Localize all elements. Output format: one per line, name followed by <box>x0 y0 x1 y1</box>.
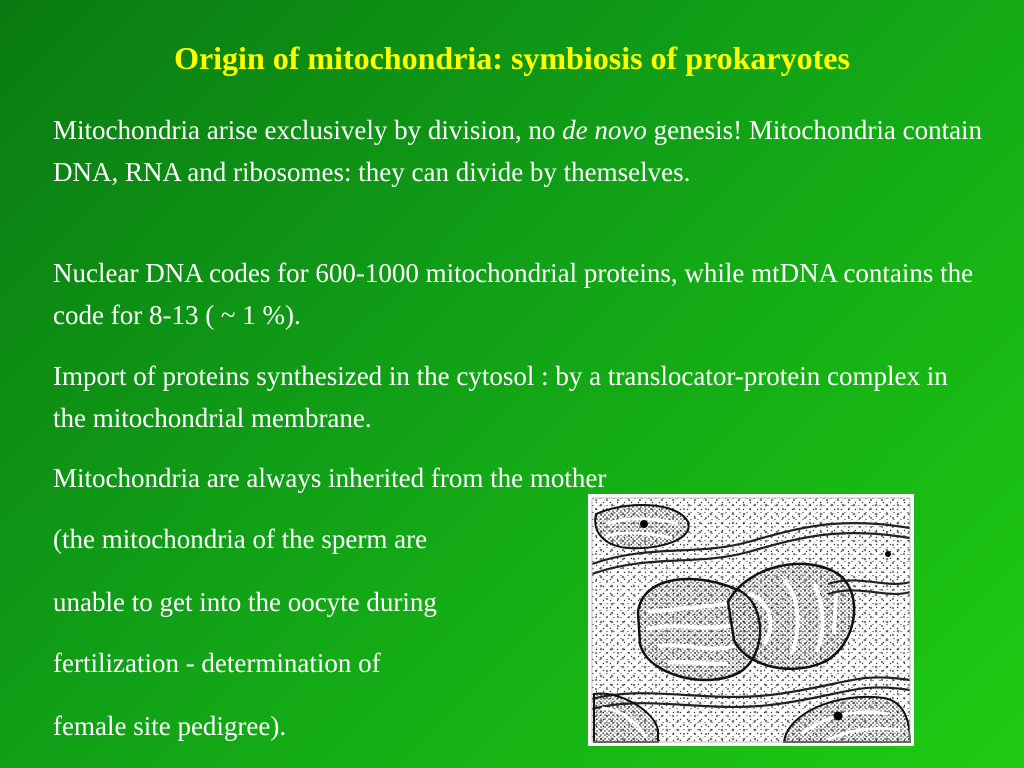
inheritance-line-3: fertilization - determination of <box>53 648 381 678</box>
mitochondria-illustration <box>588 494 914 746</box>
slide-title: Origin of mitochondria: symbiosis of prokaryotes <box>174 40 850 76</box>
paragraph-nuclear-dna: Nuclear DNA codes for 600-1000 mitochondrial proteins, while mtDNA contains the code for 8-13 ( ~ 1 %). <box>53 258 974 330</box>
paragraph-protein-import: Import of proteins synthesized in the cytosol : by a translocator-protein complex in the mitochondrial membrane. <box>53 361 948 433</box>
paragraph-division-part-b: genesis! Mitochondria contain DNA, RNA and ribosomes: they can divide by themselves. <box>53 115 983 187</box>
mitochondria-drawing <box>588 494 914 746</box>
paragraph-division <box>53 109 983 193</box>
paragraph-division-part-a: Mitochondria arise exclusively by division, no <box>53 115 563 145</box>
inheritance-line-2: unable to get into the oocyte during <box>53 587 437 617</box>
inheritance-line-4: female site pedigree). <box>53 711 287 741</box>
de-novo-emphasis: de novo <box>562 115 647 145</box>
paragraph-inheritance: Mitochondria are always inherited from the mother <box>53 463 607 493</box>
inheritance-line-1: (the mitochondria of the sperm are <box>53 524 428 554</box>
